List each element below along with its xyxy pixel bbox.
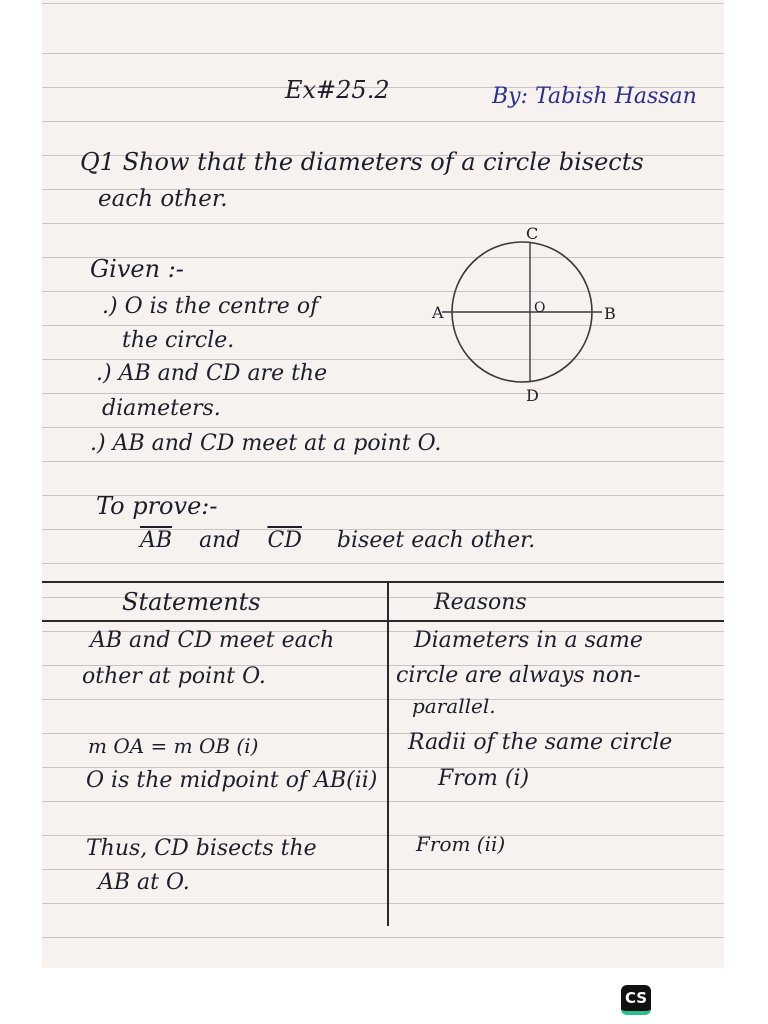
label-a: A bbox=[432, 303, 444, 322]
row2-statement-1: m OA = m OB (i) bbox=[88, 734, 259, 758]
label-o: O bbox=[534, 300, 546, 316]
header-statements: Statements bbox=[122, 588, 261, 616]
circle-diagram bbox=[422, 218, 622, 408]
given-item-1: .) O is the centre of bbox=[102, 294, 319, 319]
exercise-title: Ex#25.2 bbox=[285, 76, 390, 104]
given-item-3: .) AB and CD are the bbox=[96, 361, 328, 386]
label-c: C bbox=[526, 224, 539, 243]
given-title: Given :- bbox=[90, 255, 184, 283]
given-item-5: .) AB and CD meet at a point O. bbox=[90, 431, 442, 456]
row1-reason-1: Diameters in a same bbox=[414, 628, 643, 653]
table-header-rule bbox=[42, 620, 724, 622]
row3-statement-2: AB at O. bbox=[98, 870, 190, 895]
table-top-rule bbox=[42, 581, 724, 583]
to-prove-rest: biseet each other. bbox=[336, 528, 536, 553]
notebook-page bbox=[42, 0, 724, 968]
to-prove-statement bbox=[140, 528, 535, 553]
row1-statement-1: AB and CD meet each bbox=[90, 628, 335, 653]
table-column-divider bbox=[387, 581, 389, 926]
question-line-2: each other. bbox=[98, 186, 228, 212]
given-item-2: the circle. bbox=[122, 328, 235, 353]
row1-reason-2: circle are always non- bbox=[396, 663, 641, 688]
header-reasons: Reasons bbox=[434, 590, 527, 615]
row2-reason-1: Radii of the same circle bbox=[408, 730, 673, 755]
label-b: B bbox=[604, 304, 616, 323]
row1-statement-2: other at point O. bbox=[82, 664, 266, 689]
author-line: By: Tabish Hassan bbox=[492, 84, 697, 109]
page-edge bbox=[724, 0, 768, 968]
to-prove-and: and bbox=[199, 528, 241, 553]
row1-reason-3: parallel. bbox=[412, 694, 496, 718]
to-prove-title: To prove:- bbox=[96, 492, 218, 520]
label-d: D bbox=[526, 386, 539, 405]
row3-reason-1: From (ii) bbox=[416, 832, 506, 856]
row2-reason-2: From (i) bbox=[438, 766, 530, 791]
row3-statement-1: Thus, CD bisects the bbox=[86, 836, 317, 861]
given-item-4: diameters. bbox=[102, 396, 221, 421]
camscanner-logo-icon: CS bbox=[621, 985, 651, 1015]
question-line-1: Q1 Show that the diameters of a circle bisects bbox=[80, 148, 644, 176]
segment-cd: $\overline{CD}$ bbox=[267, 528, 302, 553]
row2-statement-2: O is the midpoint of AB(ii) bbox=[86, 768, 378, 793]
segment-ab: $\overline{AB}$ bbox=[140, 528, 173, 553]
